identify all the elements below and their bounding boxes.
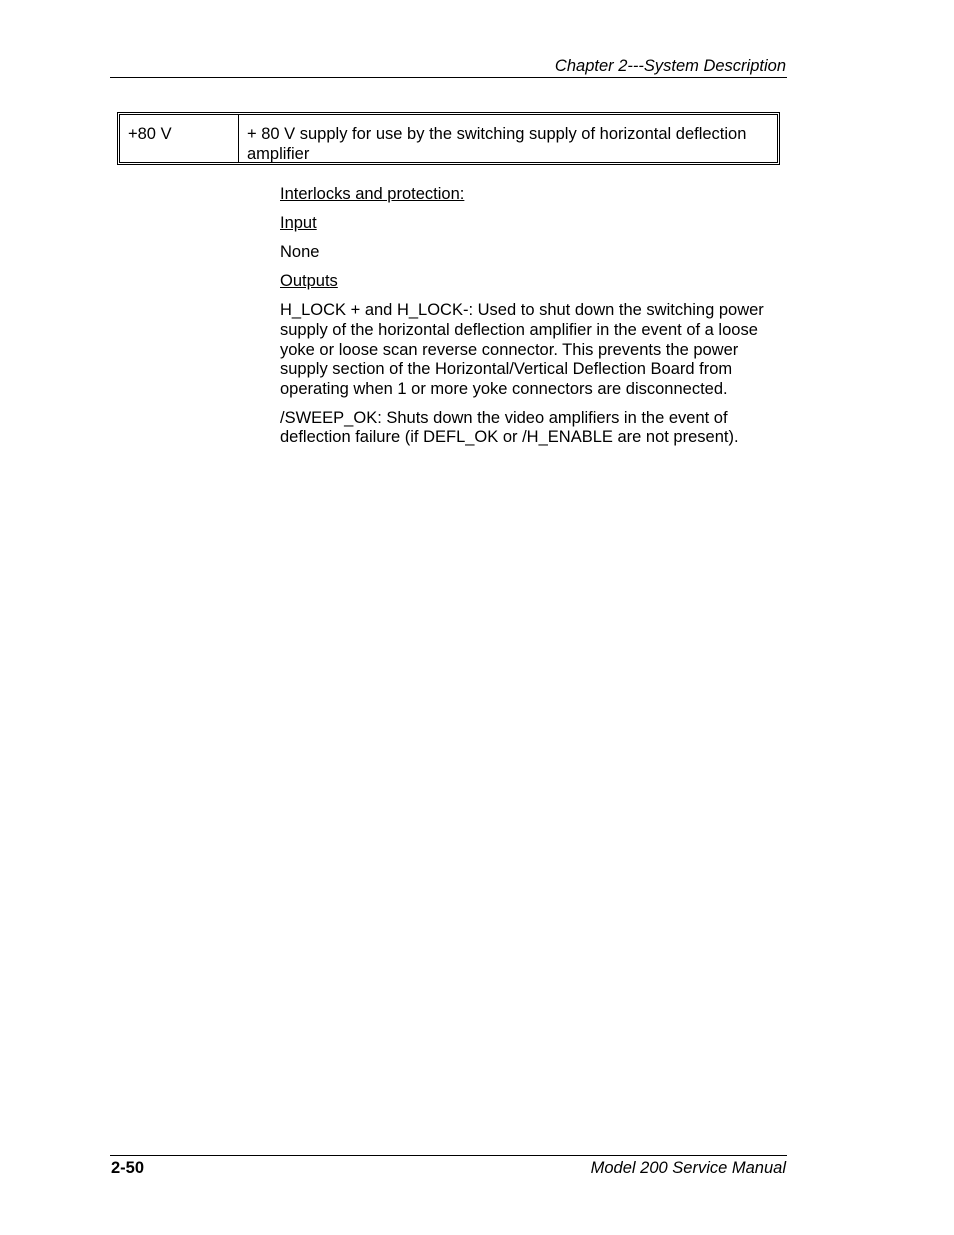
input-heading: Input: [280, 214, 317, 233]
table-cell-description: + 80 V supply for use by the switching supply of horizontal deflection amplifier: [247, 125, 747, 163]
sweep-ok-paragraph: /SWEEP_OK: Shuts down the video amplifiers in the event of deflection failure (if DEFL_OK or /H_ENABLE are not present).: [280, 408, 739, 447]
footer-rule: [110, 1155, 787, 1156]
header-rule: [110, 77, 787, 78]
table-cell-signal: +80 V: [120, 115, 239, 162]
running-header: Chapter 2---System Description: [554, 57, 786, 75]
signal-table: [117, 112, 780, 165]
input-text: None: [280, 243, 320, 262]
outputs-heading: Outputs: [280, 272, 338, 291]
interlocks-heading: Interlocks and protection:: [280, 185, 465, 203]
manual-title: Model 200 Service Manual: [590, 1159, 786, 1177]
page-number: 2-50: [111, 1159, 145, 1177]
h-lock-paragraph: H_LOCK + and H_LOCK-: Used to shut down the switching power supply of the horizontal deflection amplifier in the event of a loose yoke or loose scan reverse connector. This prevents the power supply section of the Horizontal/Vertical Deflection Board from operating when 1 or more yoke connectors are disconnected.: [280, 301, 764, 398]
body-text: [280, 185, 790, 458]
